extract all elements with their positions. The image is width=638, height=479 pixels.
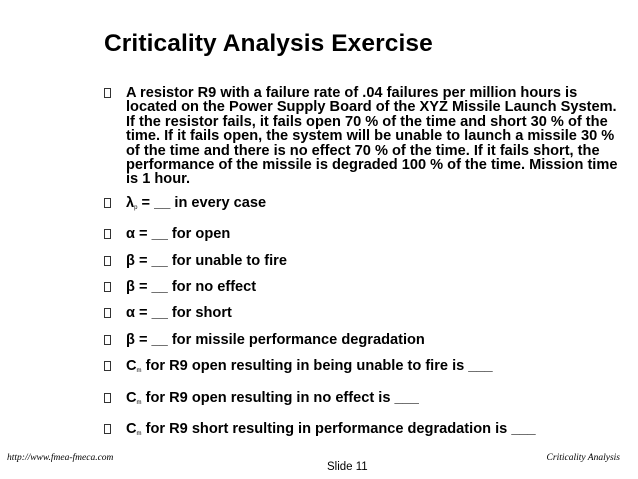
bullet-beta-no-effect [104, 280, 624, 294]
bullet-box-icon [104, 198, 111, 208]
footer-topic: Criticality Analysis [546, 453, 620, 463]
bullet-text: for R9 open resulting in being unable to fire is ___ [141, 358, 493, 375]
bullet-list [104, 86, 624, 454]
bullet-text: for R9 open resulting in no effect is ___ [141, 389, 419, 406]
cm-subscript: m [136, 399, 142, 406]
slide-title: Criticality Analysis Exercise [104, 30, 433, 57]
lambda-text: = __ in every case [137, 194, 267, 211]
bullet-box-icon [104, 282, 111, 292]
bullet-cm-open-unable [104, 359, 624, 378]
bullet-lambda [104, 196, 624, 215]
bullet-box-icon [104, 335, 111, 345]
bullet-box-icon [104, 256, 111, 266]
bullet-cm-short-degradation [104, 422, 624, 441]
bullet-box-icon [104, 229, 111, 239]
bullet-box-icon [104, 88, 111, 98]
bullet-box-icon [104, 393, 111, 403]
bullet-box-icon [104, 424, 111, 434]
bullet-beta-unable [104, 254, 624, 268]
cm-symbol: C [126, 358, 137, 375]
bullet-cm-open-no-effect [104, 391, 624, 410]
bullet-text: for R9 short resulting in performance degradation is ___ [141, 421, 536, 438]
bullet-text: β = __ for missile performance degradation [126, 331, 425, 348]
lambda-symbol: λ [126, 194, 135, 211]
bullet-box-icon [104, 308, 111, 318]
bullet-text: α = __ for open [126, 226, 231, 243]
bullet-text: β = __ for no effect [126, 279, 257, 296]
bullet-alpha-short [104, 306, 624, 320]
bullet-beta-degradation [104, 333, 624, 347]
cm-symbol: C [126, 421, 137, 438]
cm-subscript: m [136, 431, 142, 438]
slide-number: Slide 11 [327, 461, 368, 473]
bullet-problem-statement [104, 86, 624, 187]
bullet-box-icon [104, 361, 111, 371]
bullet-alpha-open [104, 227, 624, 241]
problem-text: A resistor R9 with a failure rate of .04 failures per million hours is located on the Power Supply Board of the XYZ Missile Launch System. If the resistor fails, it fails open 70 % of the time and short 30 % of the time. If it fails open, the system will be unable to launch a missile 30 % of the time and there is no effect 70 % of the time. If it fails short, the performance of the missile is degraded 100 % of the time. Mission time is 1 hour. [126, 85, 618, 188]
footer-url[interactable]: http://www.fmea-fmeca.com [7, 453, 114, 463]
lambda-subscript: p [134, 204, 138, 211]
cm-symbol: C [126, 389, 137, 406]
cm-subscript: m [136, 368, 142, 375]
bullet-text: β = __ for unable to fire [126, 252, 287, 269]
bullet-text: α = __ for short [126, 305, 232, 322]
